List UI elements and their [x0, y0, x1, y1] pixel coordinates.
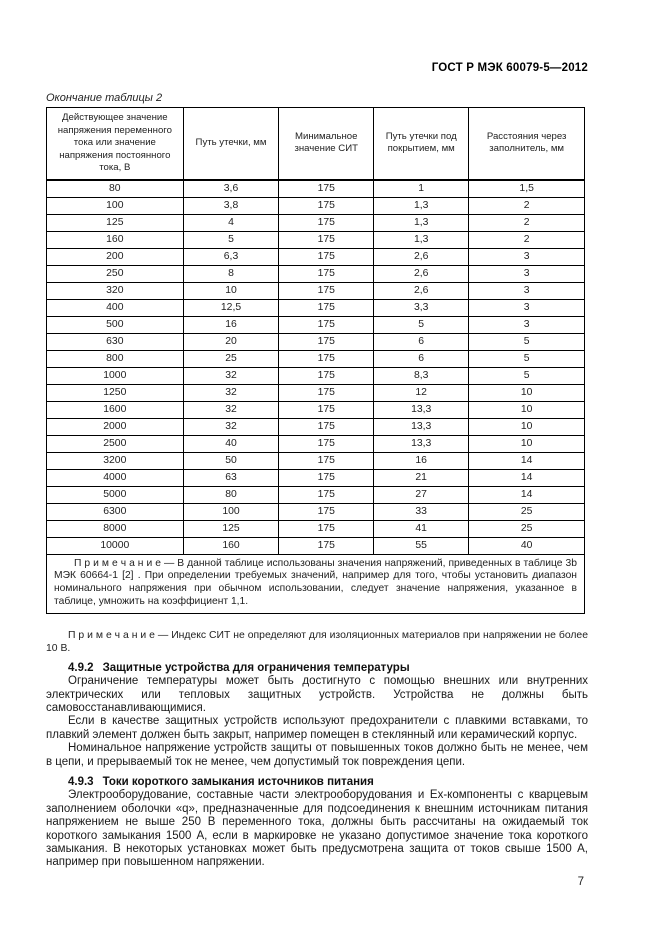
table-cell: 8,3 — [374, 367, 469, 384]
table-cell: 175 — [279, 367, 374, 384]
table-cell: 6300 — [47, 503, 184, 520]
table-cell: 175 — [279, 452, 374, 469]
table-row — [47, 265, 585, 282]
table-cell: 2,6 — [374, 265, 469, 282]
table-cell: 10000 — [47, 537, 184, 554]
table-cell: 10 — [183, 282, 279, 299]
table-cell: 5000 — [47, 486, 184, 503]
table-cell: 20 — [183, 333, 279, 350]
table-cell: 175 — [279, 265, 374, 282]
table-cell: 175 — [279, 537, 374, 554]
table-header-leakage-under-coating: Путь утечки под покрытием, мм — [374, 108, 469, 180]
table-cell: 14 — [469, 452, 585, 469]
table-cell: 175 — [279, 231, 374, 248]
table-cell: 175 — [279, 214, 374, 231]
table-row — [47, 350, 585, 367]
paragraph-fuses: Если в качестве защитных устройств используют предохранители с плавкими вставками, то плавкий элемент должен быть закрыт, например помещен в стеклянный или керамический корпус. — [46, 715, 588, 741]
table-cell: 55 — [374, 537, 469, 554]
table-cell: 100 — [47, 197, 184, 214]
table-cell: 13,3 — [374, 418, 469, 435]
table-cell: 27 — [374, 486, 469, 503]
table-cell: 175 — [279, 520, 374, 537]
page-number: 7 — [577, 875, 584, 888]
table-row — [47, 367, 585, 384]
table-cell: 12 — [374, 384, 469, 401]
table-cell: 10 — [469, 418, 585, 435]
table-row — [47, 197, 585, 214]
sit-note-paragraph: П р и м е ч а н и е — Индекс СИТ не определяют для изоляционных материалов при напряжении не более 10 В. — [46, 629, 588, 654]
table-row — [47, 214, 585, 231]
table-cell: 14 — [469, 469, 585, 486]
table-header-min-sit: Минимальное значение СИТ — [279, 108, 374, 180]
table-cell: 1600 — [47, 401, 184, 418]
table-cell: 1,3 — [374, 231, 469, 248]
table-cell: 200 — [47, 248, 184, 265]
table-cell: 3200 — [47, 452, 184, 469]
section-title: Токи короткого замыкания источников питания — [102, 775, 374, 788]
table-cell: 175 — [279, 384, 374, 401]
page-content — [46, 62, 588, 888]
table-cell: 2000 — [47, 418, 184, 435]
table-cell: 4000 — [47, 469, 184, 486]
table-row — [47, 435, 585, 452]
table-cell: 1,3 — [374, 197, 469, 214]
table-cell: 1,3 — [374, 214, 469, 231]
section-number: 4.9.2 — [68, 661, 94, 674]
table-cell: 1000 — [47, 367, 184, 384]
table-cell: 320 — [47, 282, 184, 299]
table-row — [47, 248, 585, 265]
table-cell: 12,5 — [183, 299, 279, 316]
table-cell: 5 — [469, 333, 585, 350]
table-row — [47, 180, 585, 198]
table-cell: 3 — [469, 265, 585, 282]
table-cell: 5 — [469, 350, 585, 367]
table-cell: 8 — [183, 265, 279, 282]
paragraph-short-circuit: Электрооборудование, составные части электрооборудования и Ех-компоненты с кварцевым заполнением оболочки «q», предназначенные для подсоединения к внешним источникам питания напряжением не выше 250 В переменного тока, должны быть рассчитаны на ожидаемый ток короткого замыкания 1500 А, если в маркировке не указано допустимое значение тока короткого замыкания. В некоторых установках может быть предусмотрена защита от токов свыше 1500 А, например при повышенном напряжении. — [46, 789, 588, 869]
table-cell: 2,6 — [374, 282, 469, 299]
table-row — [47, 384, 585, 401]
table-cell: 10 — [469, 401, 585, 418]
table-cell: 41 — [374, 520, 469, 537]
table-row — [47, 418, 585, 435]
table-note-row — [47, 554, 585, 613]
table-cell: 175 — [279, 333, 374, 350]
table-cell: 3 — [469, 282, 585, 299]
table-cell: 175 — [279, 486, 374, 503]
table-cell: 32 — [183, 401, 279, 418]
table-cell: 3,6 — [183, 180, 279, 198]
table-cell: 175 — [279, 503, 374, 520]
table-cell: 100 — [183, 503, 279, 520]
table-row — [47, 503, 585, 520]
table-cell: 175 — [279, 401, 374, 418]
table-row — [47, 401, 585, 418]
section-number: 4.9.3 — [68, 775, 94, 788]
table-row — [47, 316, 585, 333]
table-cell: 175 — [279, 435, 374, 452]
table-cell: 40 — [183, 435, 279, 452]
table-cell: 40 — [469, 537, 585, 554]
table-row — [47, 469, 585, 486]
table-cell: 5 — [183, 231, 279, 248]
table-cell: 3,3 — [374, 299, 469, 316]
paragraph-rated-voltage: Номинальное напряжение устройств защиты от повышенных токов должно быть не менее, чем в цепи, и прерываемый ток не менее, чем допустимый ток повреждения цепи. — [46, 742, 588, 768]
section-heading-4-9-2 — [46, 662, 588, 675]
table-header-voltage: Действующее значение напряжения переменного тока или значение напряжения постоянного тока, В — [47, 108, 184, 180]
table-cell: 160 — [47, 231, 184, 248]
table-cell: 50 — [183, 452, 279, 469]
table-header-distance-filler: Расстояния через заполнитель, мм — [469, 108, 585, 180]
table-body — [47, 180, 585, 555]
table-cell: 175 — [279, 197, 374, 214]
table-cell: 630 — [47, 333, 184, 350]
table-row — [47, 486, 585, 503]
table-cell: 10 — [469, 384, 585, 401]
table-cell: 14 — [469, 486, 585, 503]
table-cell: 175 — [279, 180, 374, 198]
table-cell: 175 — [279, 350, 374, 367]
table-cell: 13,3 — [374, 401, 469, 418]
table-header-row — [47, 108, 585, 180]
table-cell: 2 — [469, 231, 585, 248]
table-cell: 2 — [469, 197, 585, 214]
table-row — [47, 282, 585, 299]
table-cell: 500 — [47, 316, 184, 333]
table-cell: 25 — [469, 503, 585, 520]
section-heading-4-9-3 — [46, 776, 588, 789]
table-cell: 10 — [469, 435, 585, 452]
table-row — [47, 299, 585, 316]
table-cell: 175 — [279, 282, 374, 299]
table-row — [47, 452, 585, 469]
table-caption: Окончание таблицы 2 — [46, 92, 163, 104]
table-cell: 2500 — [47, 435, 184, 452]
table-cell: 16 — [183, 316, 279, 333]
table-cell: 160 — [183, 537, 279, 554]
table-note-section — [47, 554, 585, 613]
table-cell: 16 — [374, 452, 469, 469]
table-cell: 13,3 — [374, 435, 469, 452]
table-cell: 80 — [47, 180, 184, 198]
table-cell: 6,3 — [183, 248, 279, 265]
table-cell: 2,6 — [374, 248, 469, 265]
table-cell: 1250 — [47, 384, 184, 401]
table-cell: 175 — [279, 418, 374, 435]
table-cell: 33 — [374, 503, 469, 520]
table-cell: 8000 — [47, 520, 184, 537]
table-cell: 2 — [469, 214, 585, 231]
table-cell: 6 — [374, 350, 469, 367]
table-cell: 3 — [469, 299, 585, 316]
table-cell: 1 — [374, 180, 469, 198]
table-cell: 125 — [47, 214, 184, 231]
section-title: Защитные устройства для ограничения температуры — [102, 661, 410, 674]
table-cell: 175 — [279, 316, 374, 333]
table-cell: 1,5 — [469, 180, 585, 198]
table-cell: 21 — [374, 469, 469, 486]
leakage-path-table — [46, 107, 585, 614]
table-cell: 25 — [183, 350, 279, 367]
table-cell: 800 — [47, 350, 184, 367]
table-cell: 5 — [374, 316, 469, 333]
table-cell: 400 — [47, 299, 184, 316]
table-cell: 4 — [183, 214, 279, 231]
table-header-leakage-path: Путь утечки, мм — [183, 108, 279, 180]
table-cell: 80 — [183, 486, 279, 503]
table-cell: 175 — [279, 299, 374, 316]
table-cell: 32 — [183, 384, 279, 401]
table-row — [47, 231, 585, 248]
table-cell: 3 — [469, 248, 585, 265]
table-cell: 32 — [183, 418, 279, 435]
document-header-title: ГОСТ Р МЭК 60079-5—2012 — [431, 62, 588, 74]
table-row — [47, 537, 585, 554]
table-row — [47, 333, 585, 350]
table-cell: 63 — [183, 469, 279, 486]
table-cell: 5 — [469, 367, 585, 384]
table-cell: 125 — [183, 520, 279, 537]
paragraph-temperature-limit: Ограничение температуры может быть достигнуто с помощью внешних или внутренних электрических или тепловых защитных устройств. Устройства не должны быть самовосстанавливающимися. — [46, 675, 588, 714]
table-row — [47, 520, 585, 537]
table-cell: 3,8 — [183, 197, 279, 214]
table-cell: 175 — [279, 469, 374, 486]
table-cell: 3 — [469, 316, 585, 333]
table-cell: 25 — [469, 520, 585, 537]
table-cell: 32 — [183, 367, 279, 384]
table-cell: 250 — [47, 265, 184, 282]
table-cell: 175 — [279, 248, 374, 265]
table-cell: 6 — [374, 333, 469, 350]
table-note: П р и м е ч а н и е — В данной таблице использованы значения напряжений, приведенных в таблице 3b МЭК 60664-1 [2] . При определении требуемых значений, например для того, чтобы установить диапазон номинального напряжения при обычном использовании, следует значение напряжения, указанное в таблице, умножить на коэффициент 1,1. — [47, 554, 585, 613]
